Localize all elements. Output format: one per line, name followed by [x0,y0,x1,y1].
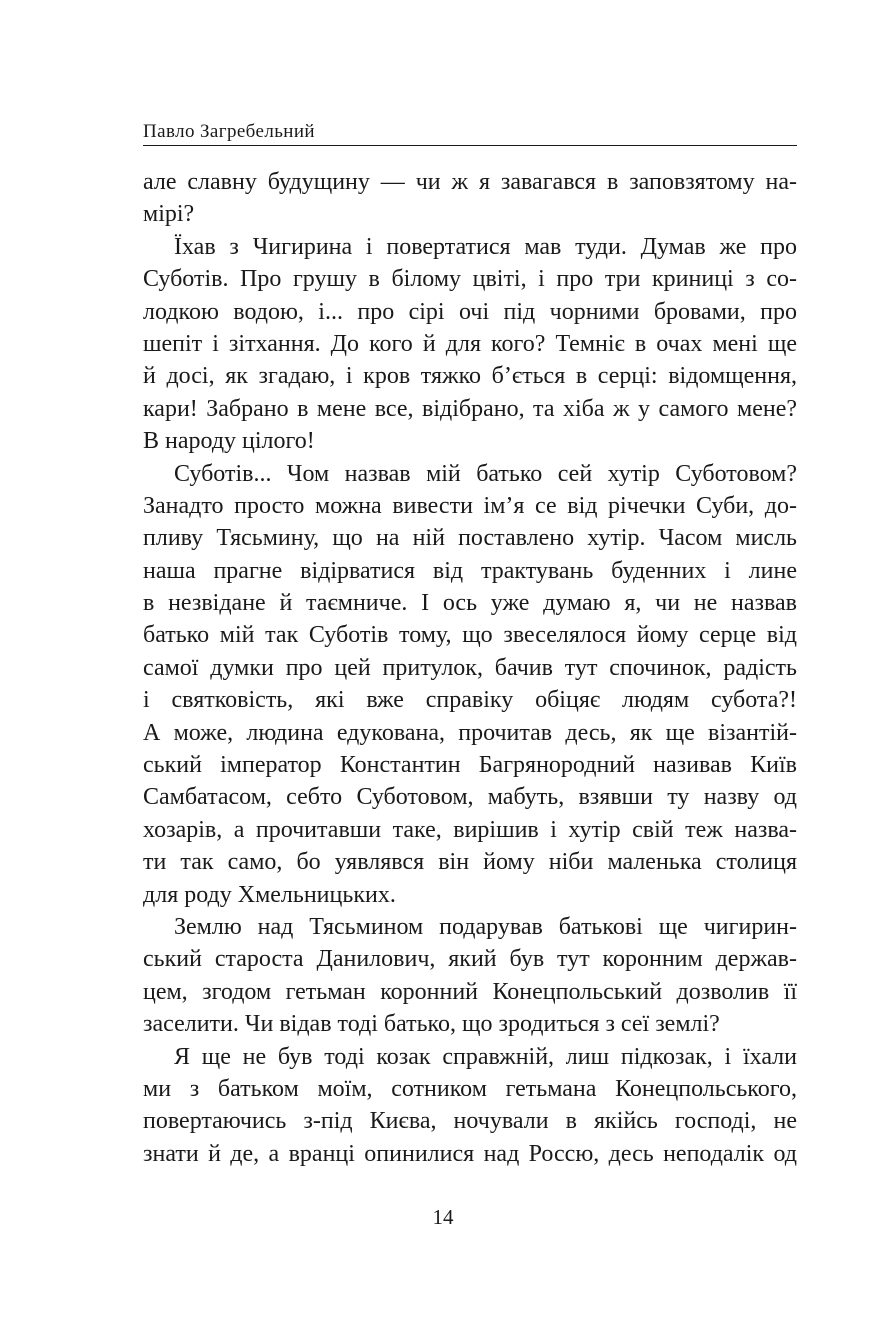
text-line: Суботів... Чом назвав мій батько сей хутір Суботовом? [174,460,797,487]
text-line: Я ще не був тоді козак справжній, лиш підкозак, і їхали [174,1043,797,1070]
text-line: А може, людина едукована, прочитав десь, як ще візантій- [143,719,797,746]
text-line: заселити. Чи відав тоді батько, що зродиться з сеї землі? [143,1011,720,1038]
text-line: самої думки про цей притулок, бачив тут спочинок, радість [143,654,797,681]
text-line: ський староста Данилович, який був тут коронним держав- [143,946,797,973]
text-line: цем, згодом гетьман коронний Конецпольський дозволив її [143,978,797,1005]
paragraph-1 [143,166,797,231]
text-line: але славну будущину — чи ж я завагався в заповзятому на- [143,169,797,195]
text-line: і святковість, які вже справіку обіцяє людям субота?! [143,687,797,714]
text-line: мірі? [143,201,195,228]
text-line: Землю над Тясьмином подарував батькові ще чигирин- [174,913,797,940]
text-line: ми з батьком моїм, сотником гетьмана Конецпольського, [143,1075,797,1102]
text-line: лодкою водою, і... про сірі очі під чорними бровами, про [143,298,797,325]
text-line: наша прагне відірватися від трактувань буденних і лине [143,557,797,584]
text-line: Їхав з Чигирина і повертатися мав туди. Думав же про [174,233,797,260]
text-line: хозарів, а прочитавши таке, вирішив і хутір свій теж назва- [143,816,797,843]
text-line: повертаючись з-під Києва, ночували в якійсь господі, не [143,1108,797,1135]
text-line: ський імператор Константин Багрянородний називав Київ [143,752,797,779]
paragraph-3 [143,458,797,911]
text-line: в незвідане й таємниче. І ось уже думаю я, чи не назвав [143,590,797,617]
text-line: кари! Забрано в мене все, відібрано, та хіба ж у самого мене? [143,395,797,422]
text-line: Занадто просто можна вивести ім’я се від річечки Суби, до- [143,492,797,519]
paragraph-5 [143,1041,797,1171]
paragraph-4 [143,911,797,1041]
text-line: батько мій так Суботів тому, що звеселялося йому серце від [143,622,797,649]
text-line: Суботів. Про грушу в білому цвіті, і про три криниці з со- [143,266,797,293]
body-text [143,166,797,1170]
text-line: для роду Хмельницьких. [143,881,396,908]
running-head-author: Павло Загребельний [143,121,315,142]
text-line: й досі, як згадаю, і кров тяжко б’ється в серці: відомщення, [143,363,797,390]
text-line: шепіт і зітхання. До кого й для кого? Темніє в очах мені ще [143,330,797,357]
page-number: 14 [432,1205,454,1229]
text-line: ти так само, бо уявлявся він йому ніби маленька столиця [143,849,797,876]
text-line: Самбатасом, себто Суботовом, мабуть, взявши ту назву од [143,784,797,811]
paragraph-2 [143,231,797,458]
text-line: пливу Тясьмину, що на ній поставлено хутір. Часом мисль [143,525,797,552]
text-line: В народу цілого! [143,428,315,455]
text-line: знати й де, а вранці опинилися над Россю, десь неподалік од [143,1140,797,1167]
header-rule [143,145,797,146]
